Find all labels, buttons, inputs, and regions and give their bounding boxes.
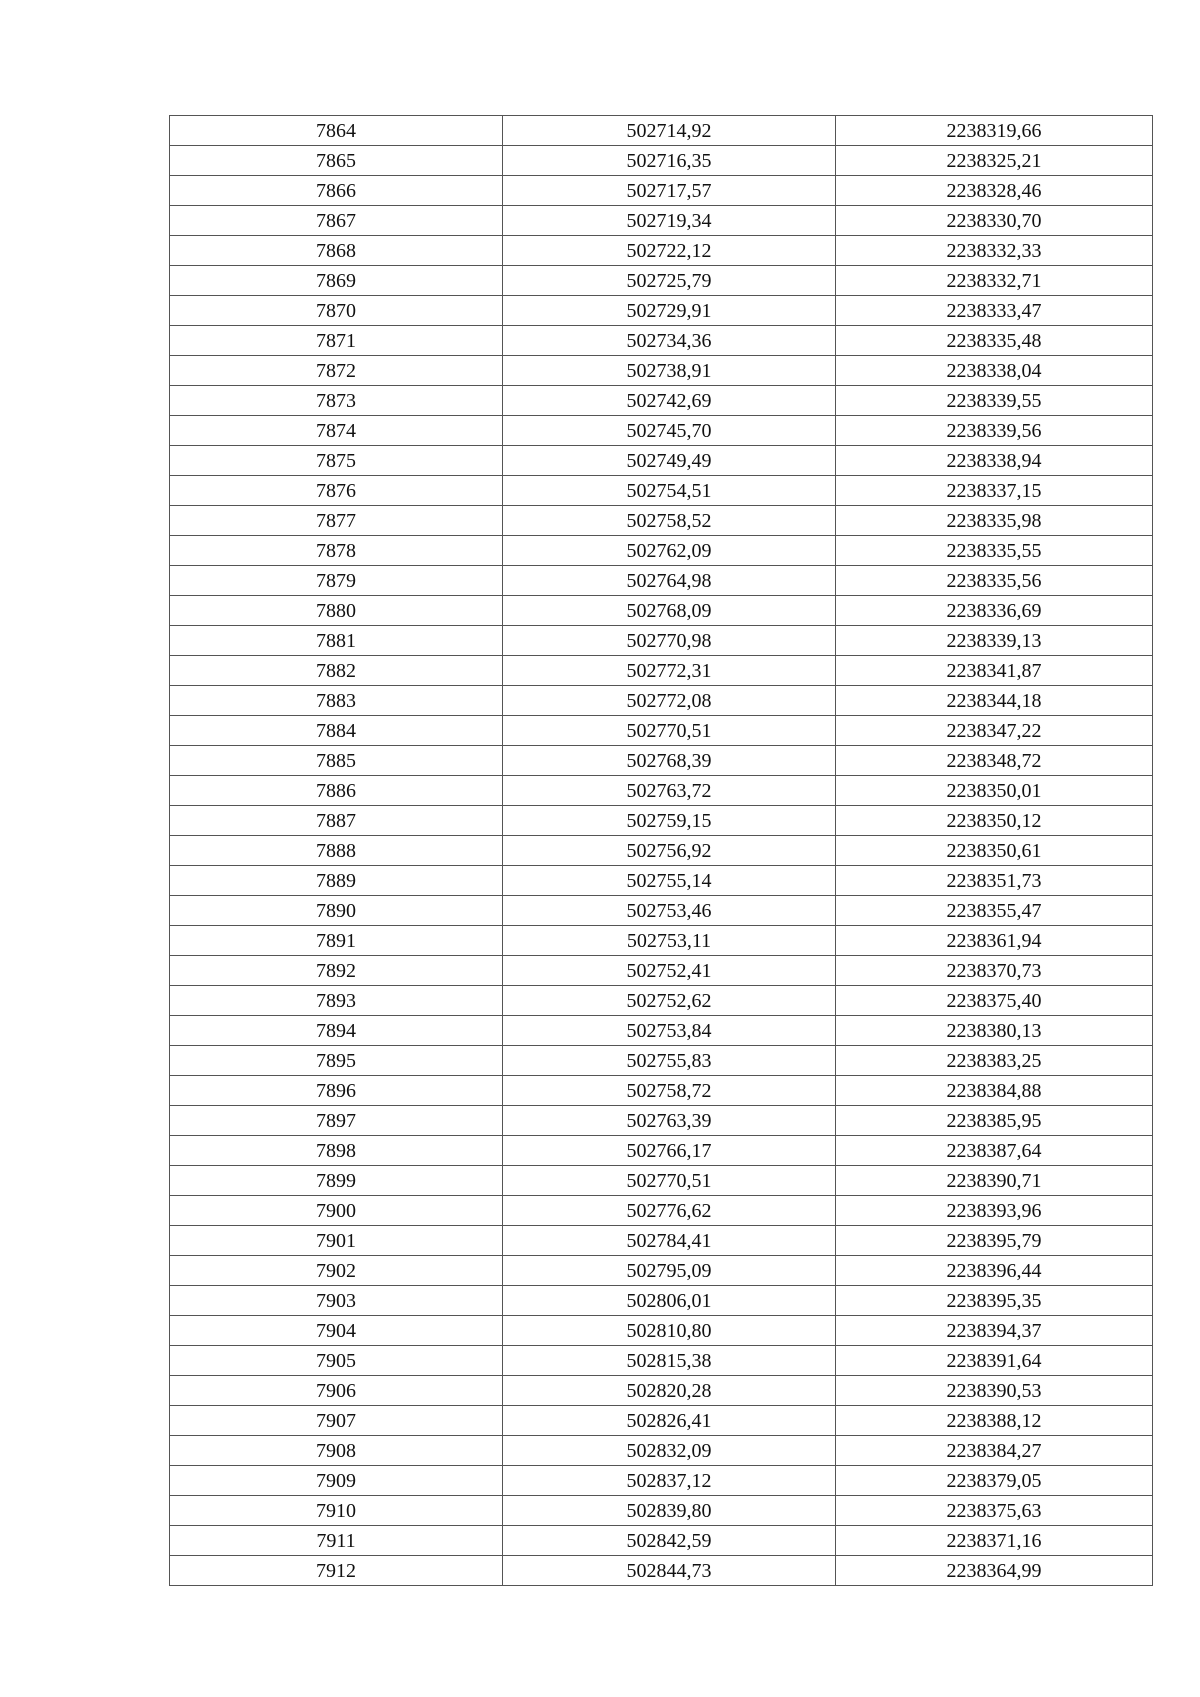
y-coordinate-cell: 2238385,95	[836, 1106, 1153, 1136]
y-coordinate-cell: 2238339,56	[836, 416, 1153, 446]
x-coordinate-cell: 502766,17	[503, 1136, 836, 1166]
y-coordinate-cell: 2238335,48	[836, 326, 1153, 356]
point-number-cell: 7885	[170, 746, 503, 776]
table-row	[170, 206, 1153, 236]
point-number-cell: 7893	[170, 986, 503, 1016]
point-number-cell: 7869	[170, 266, 503, 296]
y-coordinate-cell: 2238390,53	[836, 1376, 1153, 1406]
y-coordinate-cell: 2238350,12	[836, 806, 1153, 836]
table-row	[170, 1466, 1153, 1496]
x-coordinate-cell: 502763,72	[503, 776, 836, 806]
y-coordinate-cell: 2238337,15	[836, 476, 1153, 506]
point-number-cell: 7897	[170, 1106, 503, 1136]
x-coordinate-cell: 502754,51	[503, 476, 836, 506]
point-number-cell: 7864	[170, 116, 503, 146]
y-coordinate-cell: 2238384,88	[836, 1076, 1153, 1106]
y-coordinate-cell: 2238375,63	[836, 1496, 1153, 1526]
y-coordinate-cell: 2238336,69	[836, 596, 1153, 626]
table-row	[170, 356, 1153, 386]
table-row	[170, 926, 1153, 956]
table-row	[170, 116, 1153, 146]
x-coordinate-cell: 502745,70	[503, 416, 836, 446]
point-number-cell: 7884	[170, 716, 503, 746]
point-number-cell: 7892	[170, 956, 503, 986]
table-row	[170, 1136, 1153, 1166]
x-coordinate-cell: 502842,59	[503, 1526, 836, 1556]
y-coordinate-cell: 2238319,66	[836, 116, 1153, 146]
x-coordinate-cell: 502755,83	[503, 1046, 836, 1076]
point-number-cell: 7899	[170, 1166, 503, 1196]
x-coordinate-cell: 502716,35	[503, 146, 836, 176]
y-coordinate-cell: 2238348,72	[836, 746, 1153, 776]
x-coordinate-cell: 502795,09	[503, 1256, 836, 1286]
point-number-cell: 7865	[170, 146, 503, 176]
point-number-cell: 7870	[170, 296, 503, 326]
y-coordinate-cell: 2238335,56	[836, 566, 1153, 596]
table-row	[170, 1226, 1153, 1256]
y-coordinate-cell: 2238390,71	[836, 1166, 1153, 1196]
table-row	[170, 1436, 1153, 1466]
table-row	[170, 1076, 1153, 1106]
coordinates-table-body	[170, 116, 1153, 1586]
point-number-cell: 7889	[170, 866, 503, 896]
y-coordinate-cell: 2238338,94	[836, 446, 1153, 476]
table-row	[170, 476, 1153, 506]
y-coordinate-cell: 2238361,94	[836, 926, 1153, 956]
table-row	[170, 1166, 1153, 1196]
y-coordinate-cell: 2238383,25	[836, 1046, 1153, 1076]
point-number-cell: 7875	[170, 446, 503, 476]
x-coordinate-cell: 502738,91	[503, 356, 836, 386]
point-number-cell: 7911	[170, 1526, 503, 1556]
point-number-cell: 7903	[170, 1286, 503, 1316]
table-row	[170, 1526, 1153, 1556]
x-coordinate-cell: 502714,92	[503, 116, 836, 146]
table-row	[170, 836, 1153, 866]
x-coordinate-cell: 502752,41	[503, 956, 836, 986]
point-number-cell: 7902	[170, 1256, 503, 1286]
point-number-cell: 7878	[170, 536, 503, 566]
table-row	[170, 416, 1153, 446]
table-row	[170, 296, 1153, 326]
table-row	[170, 1376, 1153, 1406]
table-row	[170, 236, 1153, 266]
y-coordinate-cell: 2238335,98	[836, 506, 1153, 536]
x-coordinate-cell: 502742,69	[503, 386, 836, 416]
x-coordinate-cell: 502776,62	[503, 1196, 836, 1226]
point-number-cell: 7901	[170, 1226, 503, 1256]
y-coordinate-cell: 2238395,35	[836, 1286, 1153, 1316]
x-coordinate-cell: 502759,15	[503, 806, 836, 836]
x-coordinate-cell: 502768,09	[503, 596, 836, 626]
x-coordinate-cell: 502839,80	[503, 1496, 836, 1526]
x-coordinate-cell: 502806,01	[503, 1286, 836, 1316]
table-row	[170, 536, 1153, 566]
y-coordinate-cell: 2238391,64	[836, 1346, 1153, 1376]
point-number-cell: 7904	[170, 1316, 503, 1346]
x-coordinate-cell: 502734,36	[503, 326, 836, 356]
point-number-cell: 7871	[170, 326, 503, 356]
y-coordinate-cell: 2238332,33	[836, 236, 1153, 266]
point-number-cell: 7890	[170, 896, 503, 926]
x-coordinate-cell: 502749,49	[503, 446, 836, 476]
y-coordinate-cell: 2238379,05	[836, 1466, 1153, 1496]
point-number-cell: 7910	[170, 1496, 503, 1526]
point-number-cell: 7900	[170, 1196, 503, 1226]
x-coordinate-cell: 502758,72	[503, 1076, 836, 1106]
point-number-cell: 7888	[170, 836, 503, 866]
table-row	[170, 656, 1153, 686]
y-coordinate-cell: 2238350,01	[836, 776, 1153, 806]
point-number-cell: 7874	[170, 416, 503, 446]
y-coordinate-cell: 2238339,55	[836, 386, 1153, 416]
y-coordinate-cell: 2238328,46	[836, 176, 1153, 206]
x-coordinate-cell: 502784,41	[503, 1226, 836, 1256]
table-row	[170, 596, 1153, 626]
table-row	[170, 686, 1153, 716]
y-coordinate-cell: 2238380,13	[836, 1016, 1153, 1046]
table-row	[170, 1316, 1153, 1346]
table-row	[170, 806, 1153, 836]
point-number-cell: 7877	[170, 506, 503, 536]
table-row	[170, 626, 1153, 656]
y-coordinate-cell: 2238351,73	[836, 866, 1153, 896]
x-coordinate-cell: 502756,92	[503, 836, 836, 866]
point-number-cell: 7909	[170, 1466, 503, 1496]
x-coordinate-cell: 502722,12	[503, 236, 836, 266]
y-coordinate-cell: 2238370,73	[836, 956, 1153, 986]
x-coordinate-cell: 502764,98	[503, 566, 836, 596]
y-coordinate-cell: 2238375,40	[836, 986, 1153, 1016]
x-coordinate-cell: 502832,09	[503, 1436, 836, 1466]
point-number-cell: 7879	[170, 566, 503, 596]
table-row	[170, 896, 1153, 926]
y-coordinate-cell: 2238388,12	[836, 1406, 1153, 1436]
y-coordinate-cell: 2238325,21	[836, 146, 1153, 176]
point-number-cell: 7887	[170, 806, 503, 836]
point-number-cell: 7894	[170, 1016, 503, 1046]
point-number-cell: 7868	[170, 236, 503, 266]
x-coordinate-cell: 502752,62	[503, 986, 836, 1016]
table-row	[170, 1046, 1153, 1076]
y-coordinate-cell: 2238339,13	[836, 626, 1153, 656]
y-coordinate-cell: 2238335,55	[836, 536, 1153, 566]
table-row	[170, 1196, 1153, 1226]
x-coordinate-cell: 502770,51	[503, 1166, 836, 1196]
point-number-cell: 7905	[170, 1346, 503, 1376]
x-coordinate-cell: 502772,31	[503, 656, 836, 686]
point-number-cell: 7906	[170, 1376, 503, 1406]
y-coordinate-cell: 2238332,71	[836, 266, 1153, 296]
table-row	[170, 1346, 1153, 1376]
y-coordinate-cell: 2238341,87	[836, 656, 1153, 686]
x-coordinate-cell: 502753,11	[503, 926, 836, 956]
point-number-cell: 7908	[170, 1436, 503, 1466]
table-row	[170, 1256, 1153, 1286]
x-coordinate-cell: 502772,08	[503, 686, 836, 716]
x-coordinate-cell: 502820,28	[503, 1376, 836, 1406]
point-number-cell: 7873	[170, 386, 503, 416]
x-coordinate-cell: 502815,38	[503, 1346, 836, 1376]
x-coordinate-cell: 502719,34	[503, 206, 836, 236]
y-coordinate-cell: 2238350,61	[836, 836, 1153, 866]
y-coordinate-cell: 2238396,44	[836, 1256, 1153, 1286]
y-coordinate-cell: 2238384,27	[836, 1436, 1153, 1466]
point-number-cell: 7896	[170, 1076, 503, 1106]
x-coordinate-cell: 502758,52	[503, 506, 836, 536]
y-coordinate-cell: 2238393,96	[836, 1196, 1153, 1226]
y-coordinate-cell: 2238347,22	[836, 716, 1153, 746]
table-row	[170, 1016, 1153, 1046]
y-coordinate-cell: 2238394,37	[836, 1316, 1153, 1346]
point-number-cell: 7881	[170, 626, 503, 656]
y-coordinate-cell: 2238355,47	[836, 896, 1153, 926]
point-number-cell: 7895	[170, 1046, 503, 1076]
point-number-cell: 7883	[170, 686, 503, 716]
y-coordinate-cell: 2238333,47	[836, 296, 1153, 326]
point-number-cell: 7872	[170, 356, 503, 386]
point-number-cell: 7886	[170, 776, 503, 806]
point-number-cell: 7912	[170, 1556, 503, 1586]
x-coordinate-cell: 502762,09	[503, 536, 836, 566]
point-number-cell: 7882	[170, 656, 503, 686]
table-row	[170, 1496, 1153, 1526]
x-coordinate-cell: 502837,12	[503, 1466, 836, 1496]
table-row	[170, 146, 1153, 176]
y-coordinate-cell: 2238364,99	[836, 1556, 1153, 1586]
table-row	[170, 506, 1153, 536]
table-row	[170, 1286, 1153, 1316]
y-coordinate-cell: 2238344,18	[836, 686, 1153, 716]
point-number-cell: 7876	[170, 476, 503, 506]
y-coordinate-cell: 2238387,64	[836, 1136, 1153, 1166]
x-coordinate-cell: 502753,46	[503, 896, 836, 926]
point-number-cell: 7898	[170, 1136, 503, 1166]
table-row	[170, 446, 1153, 476]
table-row	[170, 176, 1153, 206]
x-coordinate-cell: 502729,91	[503, 296, 836, 326]
table-row	[170, 956, 1153, 986]
x-coordinate-cell: 502755,14	[503, 866, 836, 896]
table-row	[170, 986, 1153, 1016]
x-coordinate-cell: 502725,79	[503, 266, 836, 296]
x-coordinate-cell: 502770,51	[503, 716, 836, 746]
x-coordinate-cell: 502717,57	[503, 176, 836, 206]
coordinates-table	[169, 115, 1153, 1586]
table-row	[170, 1556, 1153, 1586]
x-coordinate-cell: 502768,39	[503, 746, 836, 776]
y-coordinate-cell: 2238330,70	[836, 206, 1153, 236]
x-coordinate-cell: 502763,39	[503, 1106, 836, 1136]
y-coordinate-cell: 2238338,04	[836, 356, 1153, 386]
table-row	[170, 326, 1153, 356]
point-number-cell: 7867	[170, 206, 503, 236]
x-coordinate-cell: 502753,84	[503, 1016, 836, 1046]
point-number-cell: 7907	[170, 1406, 503, 1436]
table-row	[170, 776, 1153, 806]
x-coordinate-cell: 502826,41	[503, 1406, 836, 1436]
table-row	[170, 866, 1153, 896]
y-coordinate-cell: 2238371,16	[836, 1526, 1153, 1556]
point-number-cell: 7891	[170, 926, 503, 956]
x-coordinate-cell: 502770,98	[503, 626, 836, 656]
table-row	[170, 1406, 1153, 1436]
table-row	[170, 716, 1153, 746]
table-row	[170, 266, 1153, 296]
table-row	[170, 386, 1153, 416]
point-number-cell: 7866	[170, 176, 503, 206]
table-row	[170, 566, 1153, 596]
table-row	[170, 746, 1153, 776]
x-coordinate-cell: 502844,73	[503, 1556, 836, 1586]
x-coordinate-cell: 502810,80	[503, 1316, 836, 1346]
point-number-cell: 7880	[170, 596, 503, 626]
table-row	[170, 1106, 1153, 1136]
y-coordinate-cell: 2238395,79	[836, 1226, 1153, 1256]
